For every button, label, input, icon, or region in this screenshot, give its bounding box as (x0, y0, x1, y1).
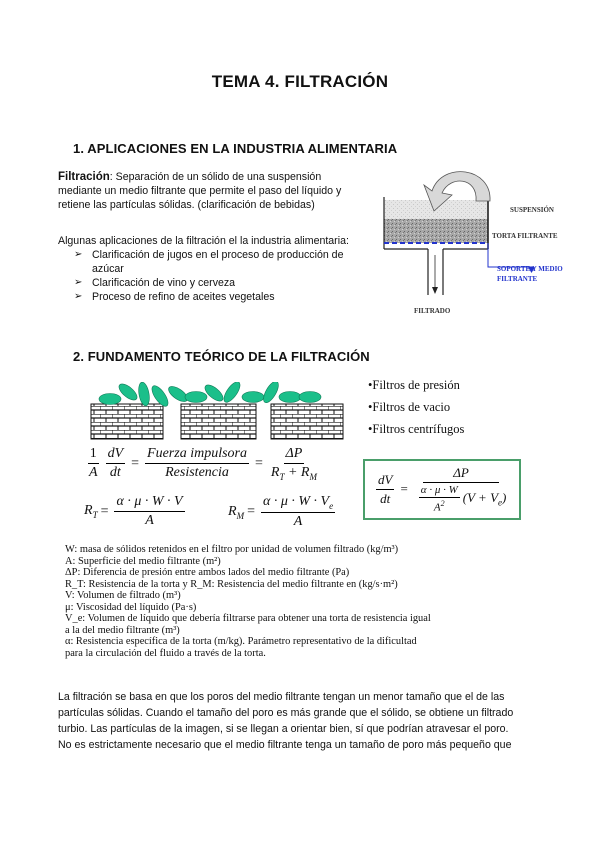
legend-item: ΔP: Diferencia de presión entre ambos lados del medio filtrante (Pa) (65, 567, 350, 578)
rm-equation: $R_M$ = $\frac{\alpha \cdot \mu \cdot W \cdot V_e}{A}$ (228, 494, 334, 529)
filter-vessel-icon (372, 163, 582, 321)
svg-text:SOPORTE Y MEDIO: SOPORTE Y MEDIO (497, 265, 563, 273)
legend-item: A: Superficie del medio filtrante (m²) (65, 555, 221, 567)
paragraph-line: partículas sólidas. Cuando el tamaño del poro es más grande que el sólido, se obtiene un filtrado (58, 707, 514, 719)
main-filtration-equation: $\frac{1}{A}$ $\frac{dV}{dt}$ = $\frac{\text{Fuerza impulsora}}{\text{Resistencia}}$ = $\frac{\Delta P}{R_T + R_M}$ (89, 446, 317, 482)
paragraph-line: turbio. Las partículas de la imagen, si se llegan a orientar bien, sí que podrían atravesar el poro. (58, 723, 509, 735)
list-item-continuation: azúcar (92, 263, 124, 275)
section-1-heading: 1. APLICACIONES EN LA INDUSTRIA ALIMENTARIA (73, 141, 398, 156)
filter-medium-illustration (88, 382, 358, 442)
legend-item: para la circulación del fluido a través de la torta. (65, 647, 266, 659)
applications-list (58, 248, 368, 304)
legend-item: μ: Viscosidad del líquido (Pa·s) (65, 601, 197, 613)
legend-item: a la del medio filtrante (m³) (65, 624, 180, 636)
list-item: ➢ Clarificación de vino y cerveza (74, 277, 236, 289)
definition-block (58, 170, 368, 212)
svg-text:SUSPENSIÓN: SUSPENSIÓN (510, 206, 554, 214)
svg-text:FILTRADO: FILTRADO (414, 307, 451, 315)
list-item: •Filtros de vacio (368, 400, 451, 414)
legend-item: V_e: Volumen de líquido que debería filtrarse para obtener una torta de resistencia igual (65, 613, 431, 624)
definition-term: Filtración (58, 171, 110, 183)
definition-line: mediante un medio filtrante que permite el paso del líquido y (58, 185, 342, 197)
arrow-bullet-icon: ➢ (74, 277, 83, 288)
legend-item: W: masa de sólidos retenidos en el filtro por unidad de volumen filtrado (kg/m³) (65, 544, 399, 555)
filtration-diagram (372, 163, 582, 321)
section-2-heading: 2. FUNDAMENTO TEÓRICO DE LA FILTRACIÓN (73, 349, 370, 364)
applications-intro: Algunas aplicaciones de la filtración el la industria alimentaria: (58, 235, 349, 247)
svg-text:TORTA FILTRANTE: TORTA FILTRANTE (492, 232, 558, 240)
applications-block (58, 234, 368, 304)
legend-item: V: Volumen de filtrado (m³) (65, 590, 181, 601)
list-item: •Filtros de presión (368, 378, 460, 392)
svg-text:FILTRANTE: FILTRANTE (497, 275, 538, 283)
particles-on-filter-icon (88, 382, 358, 442)
page-title: TEMA 4. FILTRACIÓN (211, 72, 389, 91)
definition-line: : Separación de un sólido de una suspensión (109, 171, 322, 183)
legend-item: α: Resistencia específica de la torta (m/kg). Parámetro representativo de la dificultad (65, 636, 417, 647)
legend-item: R_T: Resistencia de la torta y R_M: Resistencia del medio filtrante en (kg/s·m²) (65, 578, 398, 590)
filter-types-list (368, 374, 464, 440)
list-item: ➢ Clarificación de jugos en el proceso de producción de (74, 249, 344, 261)
explanation-paragraph (58, 689, 558, 753)
variables-legend (65, 544, 431, 659)
arrow-bullet-icon: ➢ (74, 249, 83, 260)
arrow-bullet-icon: ➢ (74, 291, 83, 302)
list-item: ➢ Proceso de refino de aceites vegetales (74, 291, 275, 303)
boxed-equation: $\frac{dV}{dt}$ = ΔP $\frac{\alpha \cdot \mu \cdot W}{A^2}$ $(V + V_e)$ (363, 459, 521, 520)
rt-equation: $R_T$ = $\frac{\alpha \cdot \mu \cdot W \cdot V}{A}$ (84, 494, 183, 528)
list-item: •Filtros centrífugos (368, 422, 465, 436)
definition-line: retiene las partículas sólidas. (clarificación de bebidas) (58, 199, 315, 211)
paragraph-line: La filtración se basa en que los poros del medio filtrante tengan un menor tamaño que el de las (58, 691, 505, 703)
paragraph-line: No es estrictamente necesario que el medio filtrante tenga un tamaño de poro más pequeño que (58, 739, 512, 751)
